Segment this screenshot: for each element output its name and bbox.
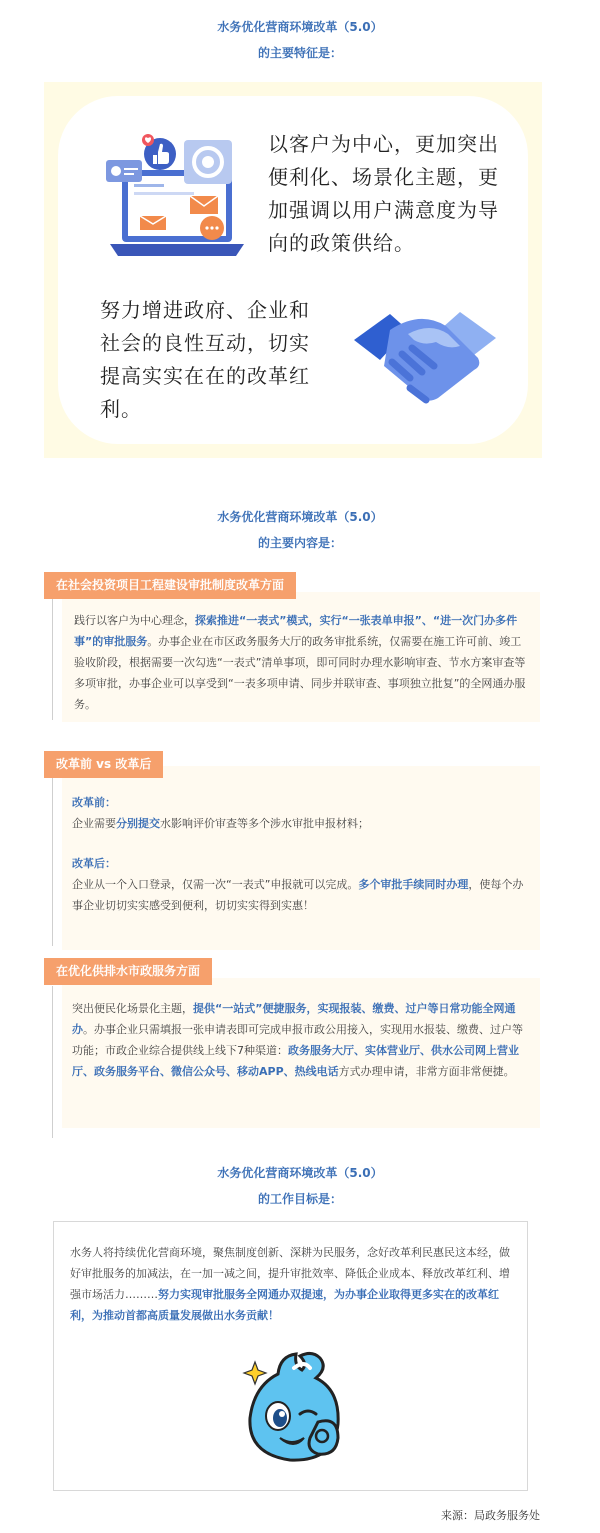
block3-tab: 在优化供排水市政服务方面	[44, 958, 212, 985]
water-drop-mascot-icon	[234, 1346, 354, 1478]
block3-text-2: 。办事企业只需填报一张申请表即可完成申报市政公用接入，实现用水报装、缴费、过户等功能；市政企业综合提供线上线下7种渠道：	[72, 1023, 523, 1057]
goal-text-1: 水务人将持续优化营商环境，聚焦制度创新、深耕为民服务，念好改革利民惠民这本经，做好审批服务的加减法，在一加一减之间，提升审批效率、降低企业成本、释放改革红利、增强市场活力………	[70, 1246, 510, 1301]
block2-content	[62, 766, 540, 950]
laptop-icon	[100, 132, 250, 272]
before-label: 改革前：	[72, 796, 116, 809]
section1-title	[0, 18, 600, 62]
feature1-text: 以客户为中心，更加突出便利化、场景化主题，更加强调以用户满意度为导向的政策供给。	[268, 132, 499, 255]
handshake-icon	[350, 300, 500, 410]
feature2-text: 努力增进政府、企业和社会的良性互动，切实提高实实在在的改革红利。	[100, 298, 310, 421]
after-highlight: 多个审批手续同时办理	[358, 878, 469, 891]
before-text-2: 水影响评价审查等多个涉水审批申报材料；	[160, 817, 369, 830]
block1-text-2: 。办事企业在市区政务服务大厅的政务审批系统，仅需要在施工许可前、竣工验收阶段，根据需要一次勾选“一表式”清单事项，即可同时办理水影响审查、节水方案审查等多项审批，办事企业可以享受到“一表多项申请、同步并联审查、事项独立批复”的全网通办服务。	[74, 635, 526, 711]
before-text	[72, 813, 530, 834]
source-credit: 来源：局政务服务处	[441, 1509, 540, 1522]
block2-tab: 改革前 vs 改革后	[44, 751, 163, 778]
block1-divider	[52, 598, 53, 720]
block1-tab: 在社会投资项目工程建设审批制度改革方面	[44, 572, 296, 599]
block1-content	[62, 592, 540, 722]
after-text-2: ，使每个办事企业切切实实感受到便利，切切实实得到实惠！	[72, 878, 524, 912]
block3-highlight-1: 提供“一站式”便捷服务，实现报装、缴费、过户等日常功能全网通办	[72, 1002, 516, 1036]
after-text-1: 企业从一个入口登录，仅需一次“一表式”申报就可以完成。	[72, 878, 359, 891]
block2-divider	[52, 776, 53, 946]
before-text-1: 企业需要	[72, 817, 116, 830]
section3-title-line2: 的工作目标是：	[257, 1192, 342, 1206]
section3-title	[0, 1164, 600, 1208]
section2-title-line1: 水务优化营商环境改革（5.0）	[217, 510, 383, 524]
section1-title-line1: 水务优化营商环境改革（5.0）	[217, 20, 383, 34]
block1-highlight-1: 探索推进“一表式”模式，实行“一张表单申报”、“进一次门办多件事”的审批服务	[74, 614, 518, 648]
block3-text-1: 突出便民化场景化主题，	[72, 1002, 193, 1015]
feature-card-inner	[58, 96, 528, 444]
block3-highlight-2: 政务服务大厅、实体营业厅、供水公司网上营业厅、政务服务平台、微信公众号、移动APP、热线电话	[72, 1044, 519, 1078]
after-label: 改革后：	[72, 857, 116, 870]
section2-title-line2: 的主要内容是：	[257, 536, 342, 550]
block3-divider	[52, 986, 53, 1138]
feature-card	[44, 82, 542, 458]
after-text	[72, 874, 530, 916]
block3-content	[62, 978, 540, 1128]
goal-text	[70, 1242, 510, 1326]
section1-title-line2: 的主要特征是：	[257, 46, 342, 60]
block3-text-3: 方式办理申请，非常方面非常便捷。	[338, 1065, 515, 1078]
goal-box	[53, 1221, 528, 1491]
goal-highlight: 努力实现审批服务全网通办双提速，为办事企业取得更多实在的改革红利，为推动首都高质量发展做出水务贡献！	[70, 1288, 499, 1322]
block1-text-1: 践行以客户为中心理念，	[74, 614, 195, 627]
before-highlight: 分别提交	[116, 817, 160, 830]
section3-title-line1: 水务优化营商环境改革（5.0）	[217, 1166, 383, 1180]
section2-title	[0, 508, 600, 552]
